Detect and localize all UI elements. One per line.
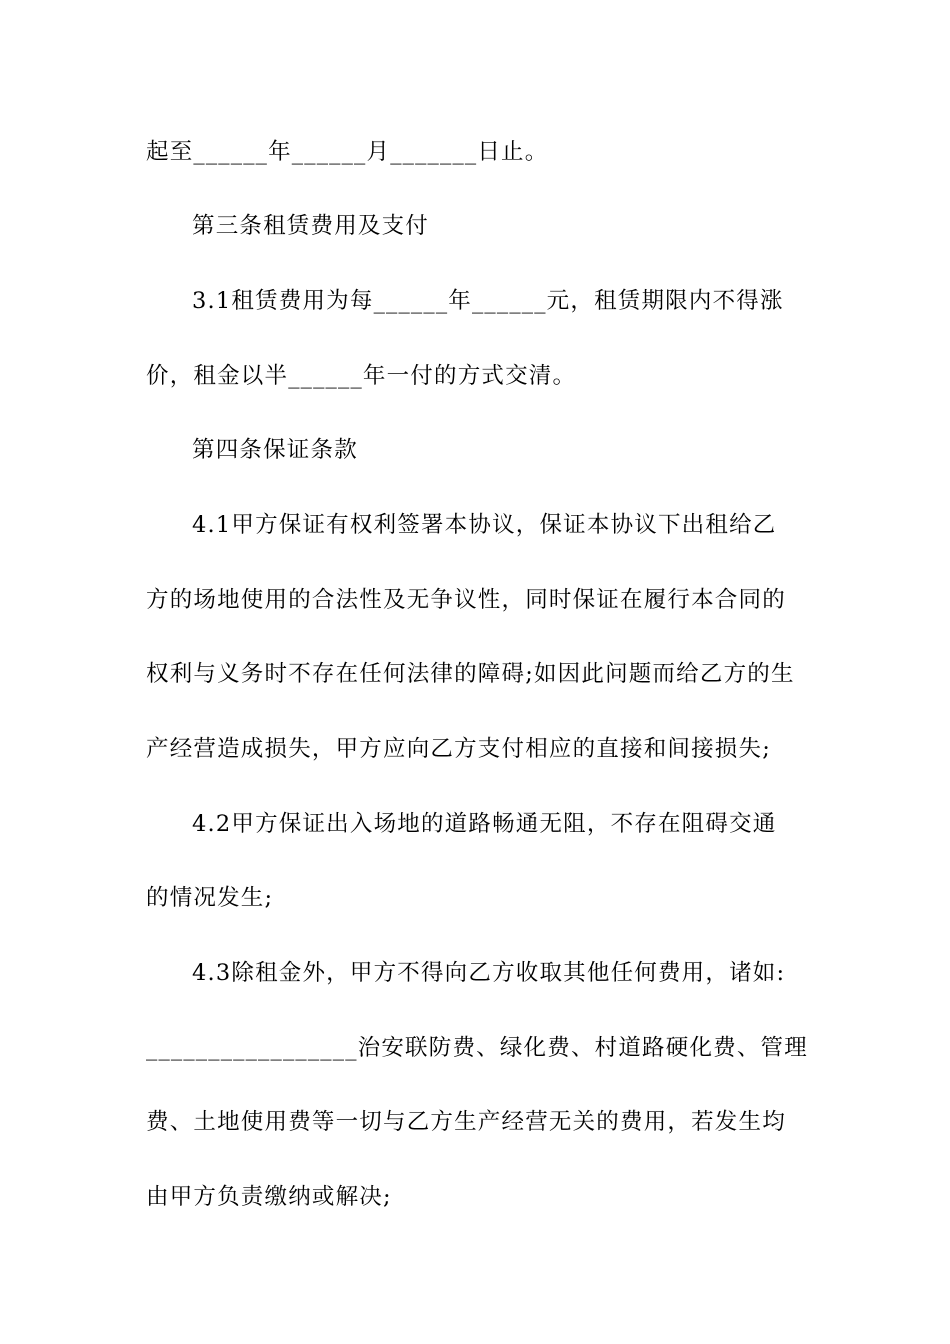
section-heading: 第三条租赁费用及支付 xyxy=(192,213,430,239)
text-line: _________________治安联防费、绿化费、村道路硬化费、管理 xyxy=(146,1035,808,1061)
text-line: 由甲方负责缴纳或解决; xyxy=(146,1184,392,1210)
text-line: 4.1甲方保证有权利签署本协议，保证本协议下出租给乙 xyxy=(192,512,777,538)
text-line: 产经营造成损失，甲方应向乙方支付相应的直接和间接损失; xyxy=(146,736,771,762)
text-line: 的情况发生; xyxy=(146,885,274,911)
text-line: 起至______年______月_______日止。 xyxy=(146,139,549,165)
section-heading: 第四条保证条款 xyxy=(192,437,358,463)
text-line: 权利与义务时不存在任何法律的障碍;如因此问题而给乙方的生 xyxy=(146,661,795,687)
text-line: 3.1租赁费用为每______年______元，租赁期限内不得涨 xyxy=(192,288,784,314)
text-line: 费、土地使用费等一切与乙方生产经营无关的费用，若发生均 xyxy=(146,1109,786,1135)
text-line: 价，租金以半______年一付的方式交清。 xyxy=(146,363,577,389)
text-line: 4.2甲方保证出入场地的道路畅通无阻，不存在阻碍交通 xyxy=(192,811,777,837)
text-line: 4.3除租金外，甲方不得向乙方收取其他任何费用，诸如: xyxy=(192,960,786,986)
text-line: 方的场地使用的合法性及无争议性，同时保证在履行本合同的 xyxy=(146,587,786,613)
